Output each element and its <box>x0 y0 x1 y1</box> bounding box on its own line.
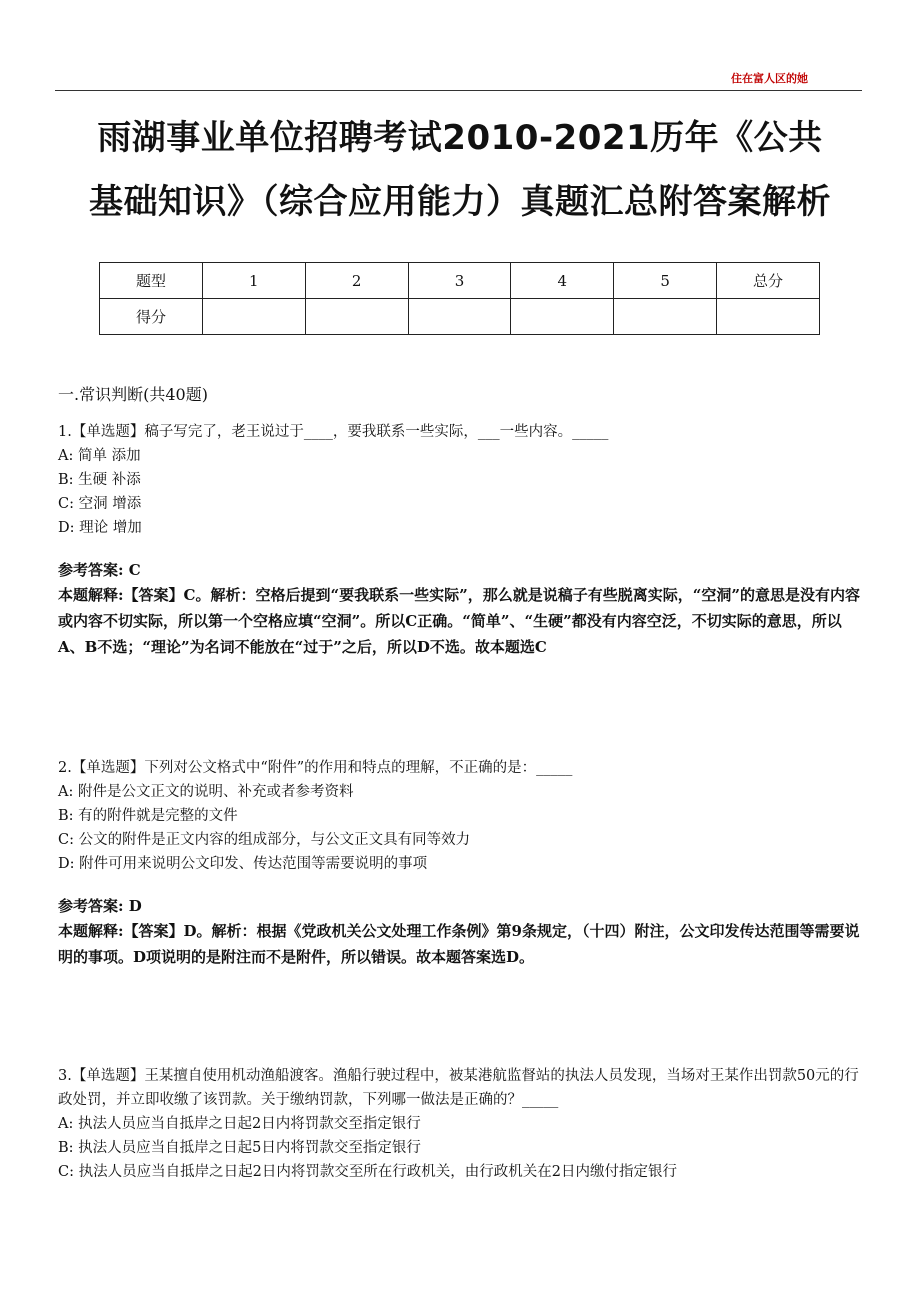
answer-analysis: 本题解释:【答案】D。解析：根据《党政机关公文处理工作条例》第9条规定，（十四）附注，公文印发传达范围等需要说明的事项。D项说明的是附注而不是附件，所以错误。故本题答案选D。 <box>58 922 860 966</box>
score-row-label: 得分 <box>100 299 203 335</box>
title-line-1: 雨湖事业单位招聘考试2010-2021历年《公共 <box>97 118 823 158</box>
score-cell: 1 <box>202 263 305 299</box>
question-option: D: 附件可用来说明公文印发、传达范围等需要说明的事项 <box>58 856 428 872</box>
page-title <box>40 106 880 234</box>
score-cell: 4 <box>511 263 614 299</box>
score-blank-cell <box>717 299 820 335</box>
score-blank-cell <box>511 299 614 335</box>
question-option: A: 执法人员应当自抵岸之日起2日内将罚款交至指定银行 <box>58 1116 421 1132</box>
score-blank-cell <box>202 299 305 335</box>
score-cell: 题型 <box>100 263 203 299</box>
score-blank-cell <box>408 299 511 335</box>
question-option: C: 公文的附件是正文内容的组成部分，与公文正文具有同等效力 <box>58 832 471 848</box>
score-cell: 5 <box>614 263 717 299</box>
question-stem: 3.【单选题】王某擅自使用机动渔船渡客。渔船行驶过程中，被某港航监督站的执法人员发现，当场对王某作出罚款50元的行政处罚，并立即收缴了该罚款。关于缴纳罚款，下列哪一做法是正确的？_____ <box>58 1068 859 1108</box>
score-cell: 3 <box>408 263 511 299</box>
score-table-score-row <box>100 299 820 335</box>
question-1 <box>58 420 864 660</box>
question-2 <box>58 756 864 970</box>
header-tag: 住在富人区的她 <box>731 72 808 85</box>
section-title: 一.常识判断(共40题) <box>58 385 208 404</box>
question-3 <box>58 1064 864 1184</box>
question-stem: 2.【单选题】下列对公文格式中“附件”的作用和特点的理解，不正确的是：_____ <box>58 760 573 776</box>
spacer <box>58 660 864 756</box>
score-table-header-row <box>100 263 820 299</box>
score-blank-cell <box>305 299 408 335</box>
answer-analysis: 本题解释:【答案】C。解析：空格后提到“要我联系一些实际”，那么就是说稿子有些脱离实际，“空洞”的意思是没有内容或内容不切实际，所以第一个空格应填“空洞”。所以C正确。“简单”、“生硬”都没有内容空泛，不切实际的意思，所以A、B不选；“理论”为名词不能放在“过于”之后，所以D不选。故本题选C <box>58 586 860 656</box>
question-option: B: 执法人员应当自抵岸之日起5日内将罚款交至指定银行 <box>58 1140 421 1156</box>
score-cell: 2 <box>305 263 408 299</box>
reference-answer: 参考答案: C <box>58 561 141 579</box>
question-stem: 1.【单选题】稿子写完了，老王说过于____，要我联系一些实际，___一些内容。_____ <box>58 424 609 440</box>
reference-answer: 参考答案: D <box>58 897 142 915</box>
spacer <box>58 970 864 1064</box>
document-body <box>58 384 864 1184</box>
question-option: A: 附件是公文正文的说明、补充或者参考资料 <box>58 784 354 800</box>
header-divider <box>55 90 862 91</box>
question-option: B: 有的附件就是完整的文件 <box>58 808 238 824</box>
question-option: C: 空洞 增添 <box>58 496 142 512</box>
score-blank-cell <box>614 299 717 335</box>
question-option: A: 简单 添加 <box>58 448 141 464</box>
question-option: B: 生硬 补添 <box>58 472 141 488</box>
title-line-2: 基础知识》（综合应用能力）真题汇总附答案解析 <box>89 182 831 222</box>
question-option: C: 执法人员应当自抵岸之日起2日内将罚款交至所在行政机关，由行政机关在2日内缴付指定银行 <box>58 1164 678 1180</box>
score-cell: 总分 <box>717 263 820 299</box>
score-table <box>99 262 820 335</box>
question-option: D: 理论 增加 <box>58 520 142 536</box>
